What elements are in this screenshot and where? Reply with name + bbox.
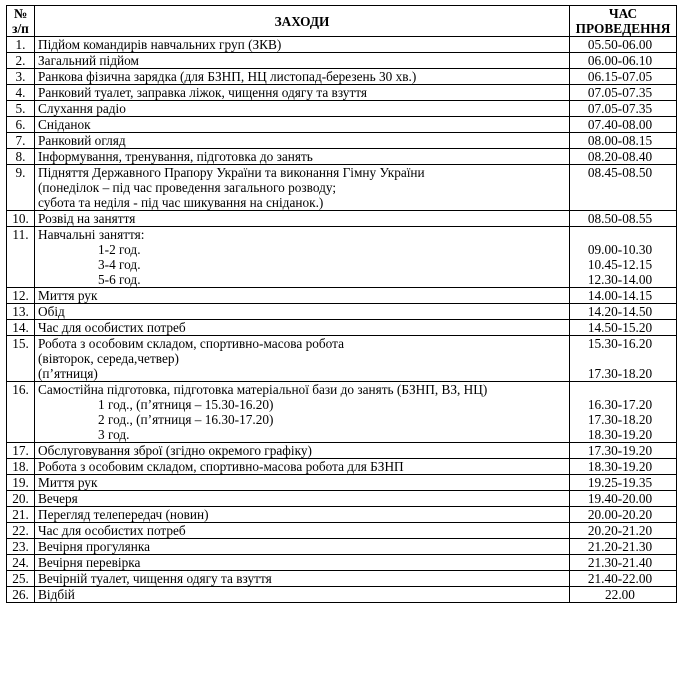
- row-event: Відбій: [35, 587, 570, 603]
- time-line: 09.00-10.30: [587, 242, 653, 257]
- row-number: 25.: [7, 571, 35, 587]
- row-event: Ранкова фізична зарядка (для БЗНП, НЦ листопад-березень 30 хв.): [35, 69, 570, 85]
- row-number: 3.: [7, 69, 35, 85]
- row-number: 12.: [7, 288, 35, 304]
- row-event: [35, 165, 570, 211]
- row-number: 14.: [7, 320, 35, 336]
- row-number: 21.: [7, 507, 35, 523]
- table-row: [7, 320, 677, 336]
- header-time-line1: ЧАС: [608, 6, 638, 21]
- row-event: [35, 336, 570, 382]
- table-row: [7, 304, 677, 320]
- table-row: [7, 288, 677, 304]
- event-subitem: 1-2 год.: [98, 242, 141, 257]
- table-row: [7, 475, 677, 491]
- event-heading: Самостійна підготовка, підготовка матеріальної бази до занять (БЗНП, ВЗ, НЦ): [38, 382, 488, 397]
- table-row: [7, 227, 677, 288]
- row-time: [570, 382, 677, 443]
- row-time: 08.00-08.15: [570, 133, 677, 149]
- time-line: 18.30-19.20: [587, 427, 653, 442]
- row-time: 21.40-22.00: [570, 571, 677, 587]
- time-line: 17.30-18.20: [587, 412, 653, 427]
- header-time: [570, 6, 677, 37]
- row-time: 06.15-07.05: [570, 69, 677, 85]
- row-time: 17.30-19.20: [570, 443, 677, 459]
- row-time: 05.50-06.00: [570, 37, 677, 53]
- event-line: субота та неділя - під час шикування на сніданок.): [38, 195, 324, 210]
- time-spacer: [572, 351, 668, 366]
- header-number: [7, 6, 35, 37]
- row-event: Вечірній туалет, чищення одягу та взуття: [35, 571, 570, 587]
- row-event: Вечеря: [35, 491, 570, 507]
- row-time: [570, 227, 677, 288]
- header-number-line2: з/п: [12, 21, 29, 36]
- event-subitem: 2 год., (п’ятниця – 16.30-17.20): [98, 412, 274, 427]
- time-spacer: [572, 227, 668, 242]
- row-time: 20.20-21.20: [570, 523, 677, 539]
- row-event: Сніданок: [35, 117, 570, 133]
- table-row: [7, 133, 677, 149]
- row-number: 17.: [7, 443, 35, 459]
- row-number: 6.: [7, 117, 35, 133]
- row-time: 21.30-21.40: [570, 555, 677, 571]
- table-row: [7, 459, 677, 475]
- table-row: [7, 555, 677, 571]
- row-event: Миття рук: [35, 288, 570, 304]
- table-row: [7, 443, 677, 459]
- row-number: 15.: [7, 336, 35, 382]
- row-time: 19.40-20.00: [570, 491, 677, 507]
- event-line: Робота з особовим складом, спортивно-масова робота: [38, 336, 344, 351]
- event-line: (п’ятниця): [38, 366, 98, 381]
- row-event: Інформування, тренування, підготовка до занять: [35, 149, 570, 165]
- row-event: Загальний підйом: [35, 53, 570, 69]
- row-event: Обід: [35, 304, 570, 320]
- row-event: [35, 382, 570, 443]
- event-subitem: 5-6 год.: [98, 272, 141, 287]
- row-time: 08.50-08.55: [570, 211, 677, 227]
- table-row: [7, 149, 677, 165]
- row-time: 18.30-19.20: [570, 459, 677, 475]
- row-event: Час для особистих потреб: [35, 320, 570, 336]
- row-number: 4.: [7, 85, 35, 101]
- row-event: Вечірня прогулянка: [35, 539, 570, 555]
- table-row: [7, 523, 677, 539]
- table-row: [7, 507, 677, 523]
- row-event: [35, 227, 570, 288]
- row-number: 2.: [7, 53, 35, 69]
- table-row: [7, 382, 677, 443]
- row-event: Підйом командирів навчальних груп (ЗКВ): [35, 37, 570, 53]
- time-line: 12.30-14.00: [587, 272, 653, 287]
- event-subitem: 3-4 год.: [98, 257, 141, 272]
- row-event: Миття рук: [35, 475, 570, 491]
- table-row: [7, 539, 677, 555]
- event-line: (понеділок – під час проведення загального розводу;: [38, 180, 337, 195]
- row-number: 23.: [7, 539, 35, 555]
- row-event: Ранковий огляд: [35, 133, 570, 149]
- row-time: 14.00-14.15: [570, 288, 677, 304]
- event-subitem: 1 год., (п’ятниця – 15.30-16.20): [98, 397, 274, 412]
- row-event: Розвід на заняття: [35, 211, 570, 227]
- table-row: [7, 69, 677, 85]
- row-number: 20.: [7, 491, 35, 507]
- row-number: 8.: [7, 149, 35, 165]
- row-time: 22.00: [570, 587, 677, 603]
- event-subitem: 3 год.: [98, 427, 130, 442]
- row-number: 10.: [7, 211, 35, 227]
- table-row: [7, 37, 677, 53]
- table-row: [7, 53, 677, 69]
- row-event: Ранковий туалет, заправка ліжок, чищення одягу та взуття: [35, 85, 570, 101]
- table-row: [7, 85, 677, 101]
- row-number: 7.: [7, 133, 35, 149]
- row-event: Перегляд телепередач (новин): [35, 507, 570, 523]
- table-row: [7, 101, 677, 117]
- table-row: [7, 587, 677, 603]
- table-header-row: [7, 6, 677, 37]
- schedule-document: [6, 5, 677, 603]
- row-time: 07.40-08.00: [570, 117, 677, 133]
- time-line: 16.30-17.20: [587, 397, 653, 412]
- table-row: [7, 117, 677, 133]
- row-number: 5.: [7, 101, 35, 117]
- row-number: 24.: [7, 555, 35, 571]
- row-time: 08.45-08.50: [570, 165, 677, 211]
- table-row: [7, 165, 677, 211]
- row-number: 11.: [7, 227, 35, 288]
- row-number: 19.: [7, 475, 35, 491]
- header-number-line1: №: [13, 6, 28, 21]
- row-time: 20.00-20.20: [570, 507, 677, 523]
- row-time: 06.00-06.10: [570, 53, 677, 69]
- row-time: 07.05-07.35: [570, 85, 677, 101]
- row-number: 16.: [7, 382, 35, 443]
- time-spacer: [572, 382, 668, 397]
- table-row: [7, 211, 677, 227]
- row-event: Робота з особовим складом, спортивно-масова робота для БЗНП: [35, 459, 570, 475]
- event-line: Підняття Державного Прапору України та виконання Гімну України: [38, 165, 425, 180]
- row-time: 08.20-08.40: [570, 149, 677, 165]
- table-row: [7, 491, 677, 507]
- row-event: Вечірня перевірка: [35, 555, 570, 571]
- schedule-table: [6, 5, 677, 603]
- time-line: 10.45-12.15: [587, 257, 653, 272]
- row-number: 13.: [7, 304, 35, 320]
- header-time-line2: ПРОВЕДЕННЯ: [575, 21, 671, 36]
- row-number: 26.: [7, 587, 35, 603]
- table-row: [7, 571, 677, 587]
- row-time: 21.20-21.30: [570, 539, 677, 555]
- time-line: 15.30-16.20: [587, 336, 653, 351]
- table-row: [7, 336, 677, 382]
- row-event: Слухання радіо: [35, 101, 570, 117]
- row-number: 9.: [7, 165, 35, 211]
- row-time: 19.25-19.35: [570, 475, 677, 491]
- row-number: 18.: [7, 459, 35, 475]
- row-time: 14.50-15.20: [570, 320, 677, 336]
- event-heading: Навчальні заняття:: [38, 227, 145, 242]
- row-time: 14.20-14.50: [570, 304, 677, 320]
- row-number: 22.: [7, 523, 35, 539]
- row-time: [570, 336, 677, 382]
- row-event: Обслуговування зброї (згідно окремого графіку): [35, 443, 570, 459]
- time-line: 17.30-18.20: [587, 366, 653, 381]
- row-event: Час для особистих потреб: [35, 523, 570, 539]
- event-line: (вівторок, середа,четвер): [38, 351, 179, 366]
- header-events: ЗАХОДИ: [35, 6, 570, 37]
- row-time: 07.05-07.35: [570, 101, 677, 117]
- row-number: 1.: [7, 37, 35, 53]
